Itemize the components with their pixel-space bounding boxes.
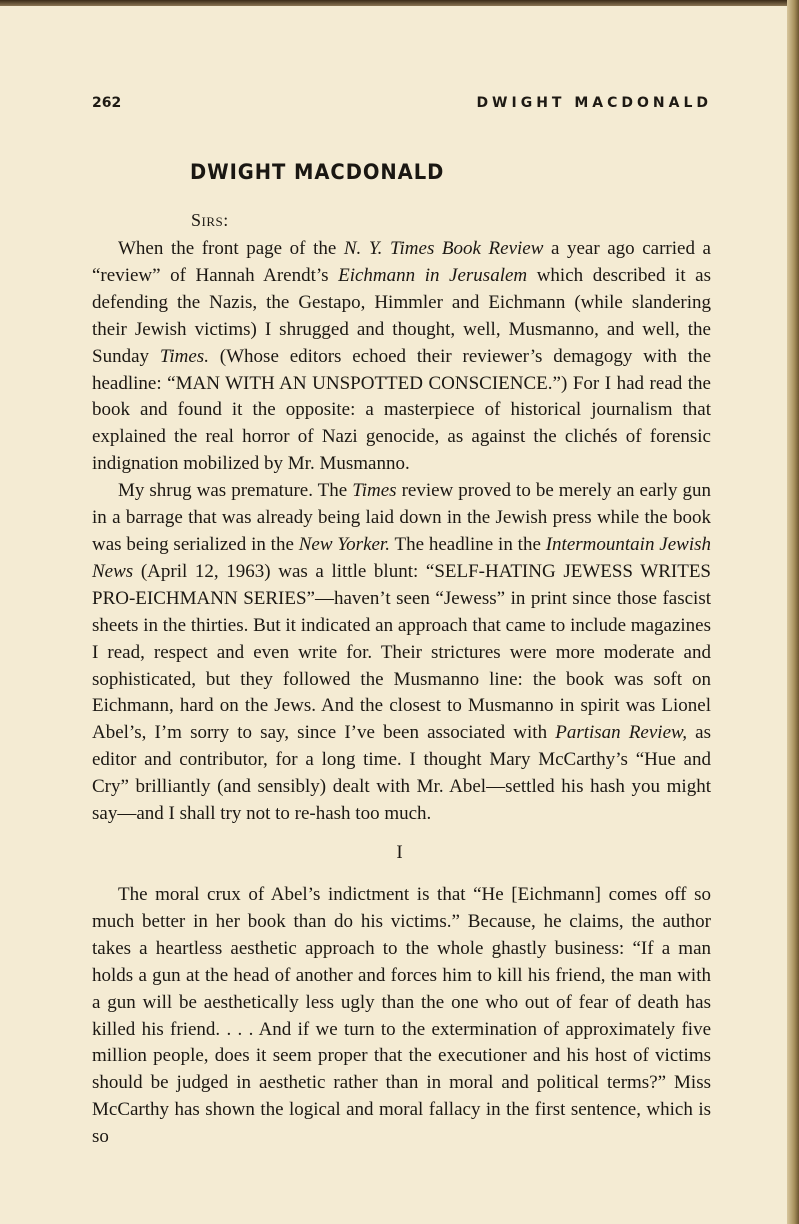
text-run: (Whose editors echoed their reviewer’s demagogy with the headline: “MAN WITH AN UNSPOTTED CONSCIENCE.”) For I had read the book and found it the opposite: a masterpiece of historical journalism that explained the real horror of Nazi genocide, as against the clichés of forensic indignation mobilized by Mr. Musmanno. [92, 345, 712, 475]
text-run: The headline in the [389, 533, 546, 555]
text-run: as editor and contributor, for a long time. I thought Mary McCarthy’s “Hue and Cry” brilliantly (and sensibly) dealt with Mr. Abel—settled his hash you might say—and I shall try not to re-hash too much. [92, 722, 712, 825]
text-run: My shrug was premature. The [118, 480, 353, 502]
section-number: I [396, 842, 403, 863]
body-text-lower [92, 882, 711, 1151]
italic-text: Partisan Review, [555, 722, 688, 744]
body-text-upper [92, 236, 711, 828]
text-run: which described it as defending the Nazis, the Gestapo, Himmler and Eichmann (while slandering their Jewish victims) I shrugged and thought, well, Musmanno, and well, the Sunday [92, 264, 712, 367]
italic-text: Eichmann in Jerusalem [338, 264, 528, 286]
paragraph [92, 882, 711, 1151]
italic-text: New Yorker. [298, 533, 390, 555]
running-header [92, 95, 712, 115]
text-run: The moral crux of Abel’s indictment is that “He [Eichmann] comes off so much better in her book than do his victims.” Because, he claims, the author takes a heartless aesthetic approach to the whole ghastly business: “If a man holds a gun at the head of another and forces him to kill his friend, the man with a gun will be aesthetically less ugly than the one who out of fear of death has killed his friend. . . . And if we turn to the extermination of approximately five million people, does it seem proper that the executioner and his host of victims should be judged in aesthetic rather than in moral and political terms?” Miss McCarthy has shown the logical and moral fallacy in the first sentence, which is so [92, 884, 711, 1148]
text-run: review proved to be merely an early gun in a barrage that was already being laid down in the Jewish press while the book was being serialized in the [92, 480, 711, 555]
text-run: (April 12, 1963) was a little blunt: “SELF-HATING JEWESS WRITES PRO-EICHMANN SERIES”—haven’t seen “Jewess” in print since those fascist sheets in the thirties. But it indicated an approach that came to include magazines I read, respect and even write for. Their strictures were more moderate and sophisticated, but they followed the Musmanno line: the book was soft on Eichmann, hard on the Jews. And the closest to Musmanno in spirit was Lionel Abel’s, I’m sorry to say, since I’ve been associated with [92, 560, 711, 744]
page-number: 262 [92, 95, 122, 111]
page-binding-edge [787, 0, 799, 1224]
article-title: DWIGHT MACDONALD [190, 160, 445, 184]
text-run: When the front page of the [118, 238, 344, 259]
paragraph [92, 478, 711, 828]
italic-text: N. Y. Times Book Review [343, 238, 544, 259]
text-run: a year ago carried a “review” of Hannah Arendt’s [92, 238, 711, 286]
paragraph [92, 236, 711, 478]
page-top-edge [0, 0, 799, 6]
italic-text: Times. [159, 345, 209, 367]
salutation: Sirs: [191, 210, 229, 230]
italic-text: Intermountain Jewish News [92, 533, 711, 582]
italic-text: Times [352, 480, 397, 502]
running-title: DWIGHT MACDONALD [476, 95, 712, 111]
